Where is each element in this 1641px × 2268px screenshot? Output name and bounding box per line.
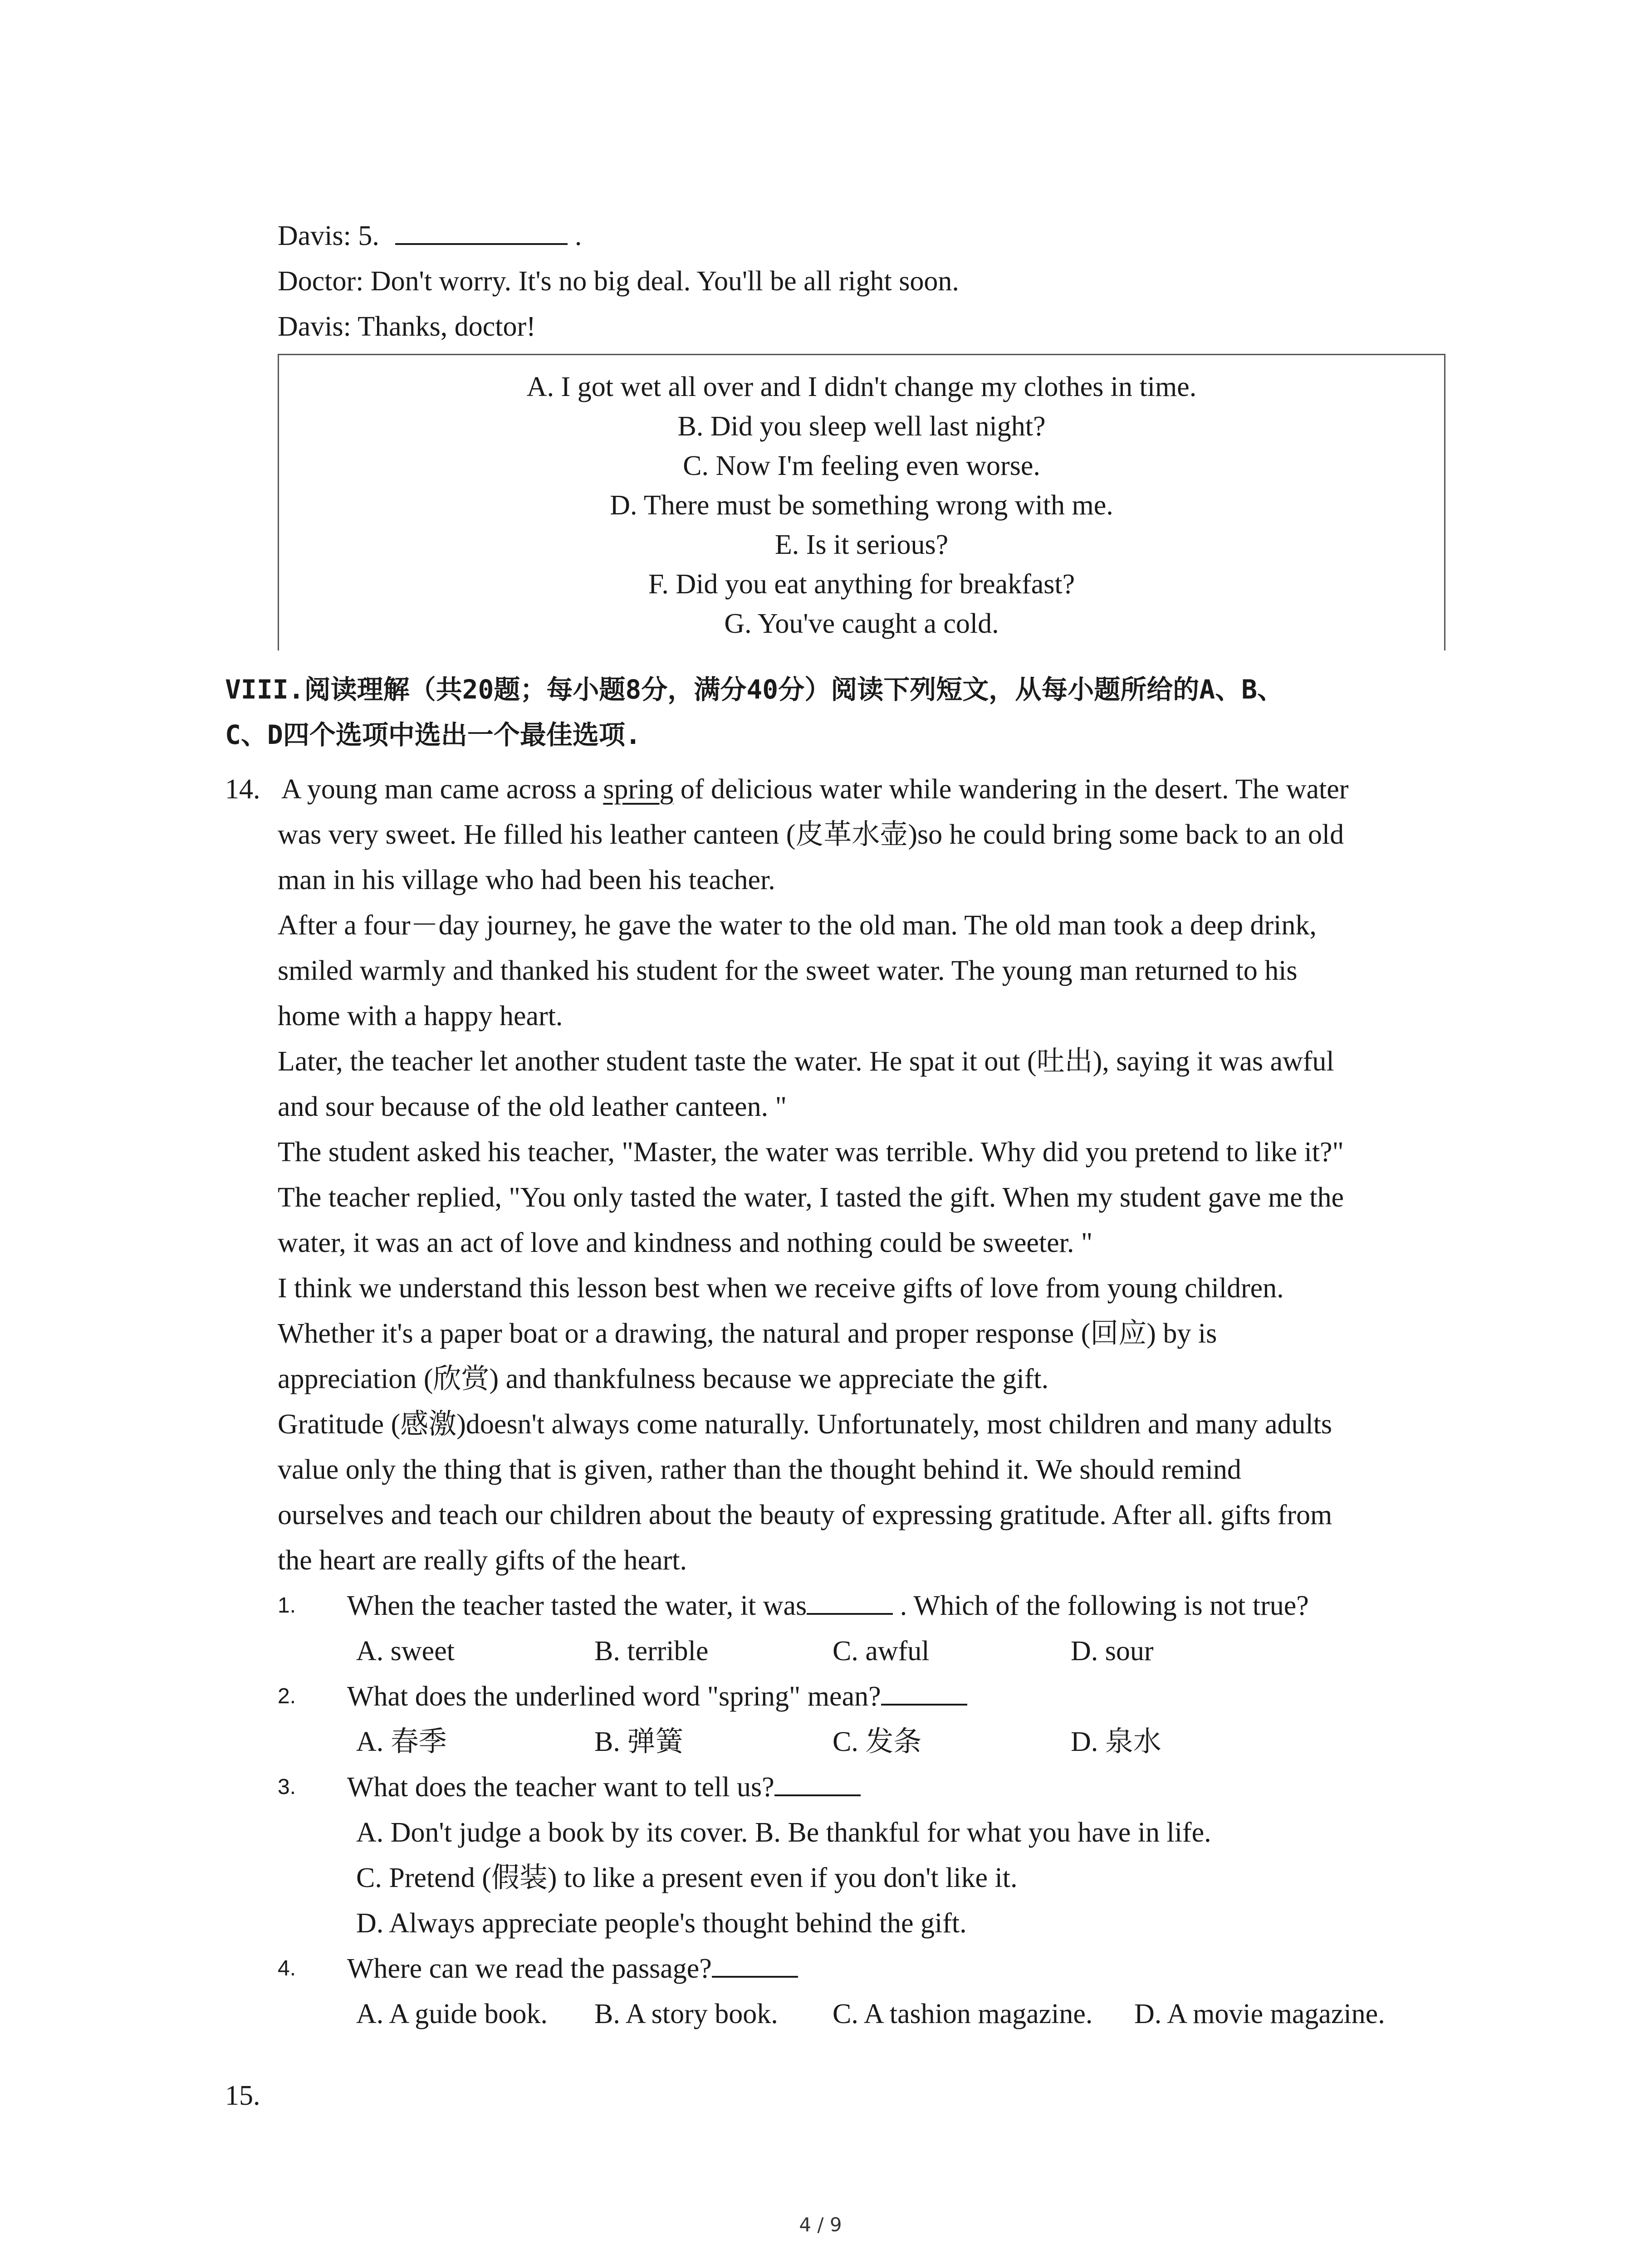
- passage-line-14: appreciation (欣赏) and thankfulness because we appreciate the gift.: [278, 1364, 1049, 1394]
- question-text: What does the teacher want to tell us?: [347, 1772, 774, 1803]
- next-question-number: 15.: [225, 2080, 260, 2111]
- passage-text: of delicious water while wandering in the desert. The water: [673, 774, 1349, 805]
- option-a: A. I got wet all over and I didn't change my clothes in time.: [526, 371, 1197, 402]
- choice-a[interactable]: A. 春季: [356, 1726, 447, 1757]
- passage-line-1: [281, 767, 1348, 812]
- choice-b[interactable]: B. A story book.: [594, 1999, 778, 2029]
- passage-line-5: smiled warmly and thanked his student for the sweet water. The young man returned to his: [278, 955, 1298, 986]
- choice-c[interactable]: C. 发条: [833, 1726, 922, 1757]
- answer-blank[interactable]: [807, 1586, 893, 1615]
- choice-a[interactable]: A. A guide book.: [356, 1999, 548, 2029]
- question-2-stem: [347, 1674, 967, 1719]
- passage-line-16: value only the thing that is given, rather than the thought behind it. We should remind: [278, 1454, 1241, 1485]
- section-heading-line1: VIII.阅读理解（共20题；每小题8分，满分40分）阅读下列短文，从每小题所给的A、B、: [225, 674, 1284, 705]
- passage-line-15: Gratitude (感激)doesn't always come naturally. Unfortunately, most children and many adults: [278, 1409, 1332, 1440]
- answer-blank[interactable]: [774, 1767, 861, 1796]
- question-1-stem: [347, 1583, 1309, 1628]
- choice-d[interactable]: D. 泉水: [1071, 1726, 1161, 1757]
- option-b: B. Did you sleep well last night?: [677, 411, 1046, 442]
- question-text: When the teacher tasted the water, it was: [347, 1590, 807, 1621]
- page-number: 4 / 9: [799, 2214, 842, 2236]
- choice-b[interactable]: B. 弹簧: [594, 1726, 684, 1757]
- choice-d[interactable]: D. Always appreciate people's thought behind the gift.: [356, 1908, 967, 1939]
- question-4-stem: [347, 1946, 798, 1991]
- passage-line-6: home with a happy heart.: [278, 1001, 563, 1031]
- option-d: D. There must be something wrong with me.: [610, 490, 1113, 521]
- question-number: 1.: [278, 1593, 296, 1618]
- dialogue-line-doctor: Doctor: Don't worry. It's no big deal. You'll be all right soon.: [278, 266, 959, 297]
- passage-line-2: was very sweet. He filled his leather canteen (皮革水壶)so he could bring some back to an old: [278, 819, 1344, 850]
- choice-c[interactable]: C. Pretend (假装) to like a present even if you don't like it.: [356, 1862, 1018, 1893]
- choice-c[interactable]: C. A tashion magazine.: [833, 1999, 1093, 2029]
- passage-line-3: man in his village who had been his teacher.: [278, 865, 775, 895]
- passage-line-4: After a four－day journey, he gave the water to the old man. The old man took a deep drink,: [278, 910, 1317, 941]
- passage-line-10: The teacher replied, "You only tasted the water, I tasted the gift. When my student gave me the: [278, 1182, 1344, 1213]
- choice-a-b[interactable]: A. Don't judge a book by its cover. B. Be thankful for what you have in life.: [356, 1817, 1211, 1848]
- passage-number: 14.: [225, 774, 260, 805]
- option-e: E. Is it serious?: [774, 529, 949, 560]
- choice-d[interactable]: D. sour: [1071, 1636, 1154, 1667]
- question-text: . Which of the following is not true?: [893, 1590, 1309, 1621]
- question-3-stem: [347, 1765, 861, 1810]
- period-text: .: [574, 220, 582, 251]
- option-c: C. Now I'm feeling even worse.: [683, 450, 1040, 481]
- passage-line-7: Later, the teacher let another student taste the water. He spat it out (吐出), saying it was awful: [278, 1046, 1334, 1077]
- question-number: 4.: [278, 1956, 296, 1980]
- underlined-word: spring: [603, 774, 674, 805]
- option-g: G. You've caught a cold.: [724, 608, 999, 639]
- passage-line-11: water, it was an act of love and kindness and nothing could be sweeter. ": [278, 1227, 1093, 1258]
- option-f: F. Did you eat anything for breakfast?: [648, 569, 1075, 600]
- choice-c[interactable]: C. awful: [833, 1636, 930, 1667]
- passage-line-9: The student asked his teacher, "Master, the water was terrible. Why did you pretend to like it?": [278, 1137, 1344, 1168]
- answer-blank[interactable]: [395, 216, 568, 245]
- answer-blank[interactable]: [712, 1949, 798, 1978]
- dialogue-line-davis: [278, 213, 582, 259]
- question-text: Where can we read the passage?: [347, 1953, 712, 1984]
- section-heading-line2: C、D四个选项中选出一个最佳选项.: [225, 719, 641, 750]
- question-number: 3.: [278, 1775, 296, 1799]
- question-number: 2.: [278, 1684, 296, 1708]
- answer-blank[interactable]: [881, 1677, 967, 1706]
- speaker-text: Davis: 5.: [278, 220, 379, 251]
- choice-d[interactable]: D. A movie magazine.: [1134, 1999, 1385, 2029]
- passage-line-8: and sour because of the old leather canteen. ": [278, 1091, 787, 1122]
- passage-line-17: ourselves and teach our children about the beauty of expressing gratitude. After all. gifts from: [278, 1500, 1332, 1530]
- passage-text: A young man came across a: [281, 774, 603, 805]
- question-text: What does the underlined word "spring" mean?: [347, 1681, 881, 1712]
- passage-line-18: the heart are really gifts of the heart.: [278, 1545, 687, 1576]
- choice-b[interactable]: B. terrible: [594, 1636, 709, 1667]
- passage-line-12: I think we understand this lesson best when we receive gifts of love from young children.: [278, 1273, 1284, 1304]
- choice-a[interactable]: A. sweet: [356, 1636, 455, 1667]
- options-box: [278, 354, 1445, 650]
- passage-line-13: Whether it's a paper boat or a drawing, the natural and proper response (回应) by is: [278, 1318, 1217, 1349]
- dialogue-line-davis-thanks: Davis: Thanks, doctor!: [278, 311, 536, 342]
